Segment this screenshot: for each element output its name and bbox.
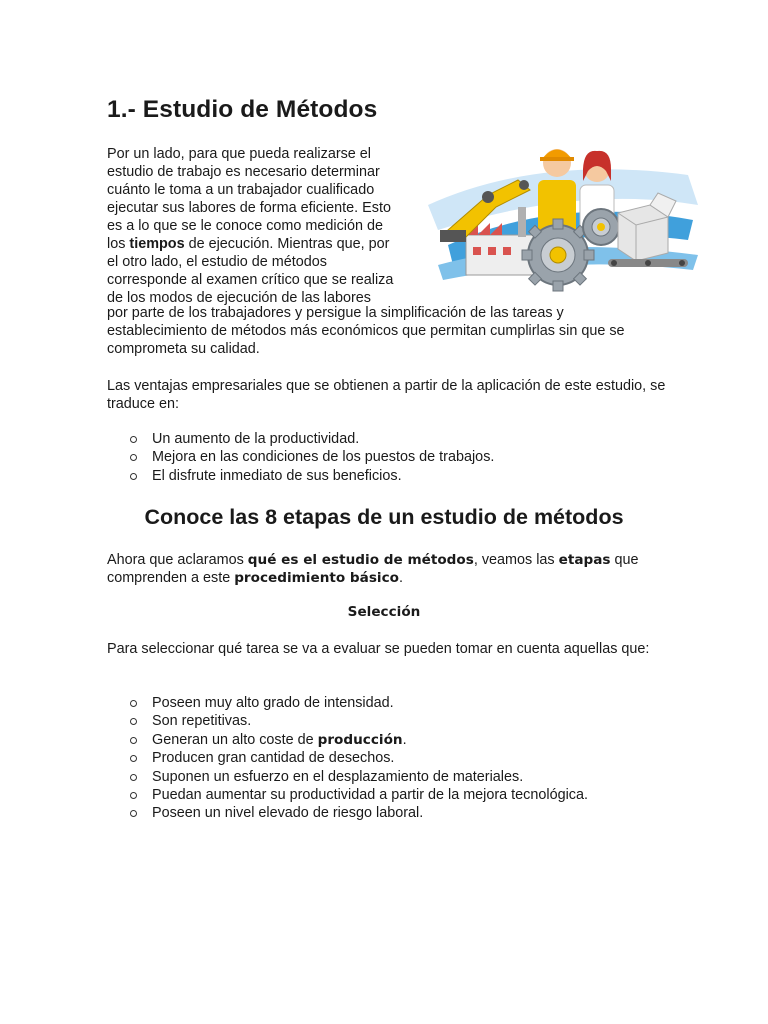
list-item xyxy=(0,430,494,448)
advantages-intro: Las ventajas empresariales que se obtienen a partir de la aplicación de este estudio, se traduce en: xyxy=(107,378,666,412)
intro-line: cuánto le toma a un trabajador cualificado xyxy=(107,182,375,198)
circle-bullet-icon xyxy=(130,737,137,744)
list-item-text: Generan un alto coste de xyxy=(152,731,318,748)
circle-bullet-icon xyxy=(130,755,137,762)
list-item-text: Poseen muy alto grado de intensidad. xyxy=(152,695,394,711)
small-gear-icon xyxy=(583,209,619,245)
circle-bullet-icon xyxy=(130,454,137,461)
intro-line: estudio de trabajo es necesario determinar xyxy=(107,164,380,180)
list-item-text: Son repetitivas. xyxy=(152,713,252,730)
section-intro xyxy=(107,551,667,587)
intro-line: los xyxy=(107,236,130,252)
list-item xyxy=(0,749,588,767)
list-item-text: Suponen un esfuerzo en el desplazamiento de materiales. xyxy=(152,768,524,785)
selection-criteria-list xyxy=(0,694,588,823)
text-run: , veamos las xyxy=(473,552,559,568)
circle-bullet-icon xyxy=(130,436,137,443)
list-item xyxy=(0,786,588,804)
text-run: . xyxy=(399,570,403,586)
circle-bullet-icon xyxy=(130,473,137,480)
intro-line: de ejecución. Mientras que, por xyxy=(184,236,390,252)
circle-bullet-icon xyxy=(130,700,137,707)
page-title: 1.- Estudio de Métodos xyxy=(107,96,378,123)
circle-bullet-icon xyxy=(130,774,137,781)
list-item xyxy=(0,804,588,822)
text-run: que comprenden a este xyxy=(107,552,639,586)
list-item xyxy=(0,712,588,730)
selection-intro: Para seleccionar qué tarea se va a evaluar se pueden tomar en cuenta aquellas que: xyxy=(107,641,650,657)
list-item-text: Un aumento de la productividad. xyxy=(152,431,360,447)
section-title: Conoce las 8 etapas de un estudio de métodos xyxy=(144,505,624,529)
industry-workers-illustration xyxy=(418,135,700,305)
intro-paragraph xyxy=(107,145,393,307)
list-item xyxy=(0,694,588,712)
intro-line: Por un lado, para que pueda realizarse el xyxy=(107,146,372,162)
intro-line: de los modos de ejecución de las labores xyxy=(107,290,371,306)
bold-term: qué es el estudio de métodos xyxy=(247,552,474,568)
intro-line: ejecutar sus labores de forma eficiente. Esto xyxy=(107,200,391,216)
intro-continuation: por parte de los trabajadores y persigue la simplificación de las tareas y establecimiento de métodos más económicos que permitan cumplirlas sin que se comprometa su calidad. xyxy=(107,305,625,357)
intro-line: el otro lado, el estudio de métodos xyxy=(107,254,327,270)
list-item-text: . xyxy=(402,731,407,748)
list-item-text: Mejora en las condiciones de los puestos de trabajos. xyxy=(152,449,495,466)
list-item xyxy=(0,731,588,749)
list-item xyxy=(0,448,494,466)
conveyor-icon xyxy=(608,259,688,267)
bold-term: producción xyxy=(317,731,403,748)
circle-bullet-icon xyxy=(130,810,137,817)
list-item xyxy=(0,467,494,485)
list-item-text: Producen gran cantidad de desechos. xyxy=(152,750,395,767)
list-item-text: Puedan aumentar su productividad a partir de la mejora tecnológica. xyxy=(152,787,588,804)
list-item xyxy=(0,768,588,786)
subheading-seleccion: Selección xyxy=(347,604,421,620)
intro-line: corresponde al examen crítico que se realiza xyxy=(107,272,394,288)
intro-line: es a lo que se le conoce como medición de xyxy=(107,218,383,234)
text-run: Ahora que aclaramos xyxy=(107,552,248,568)
list-item-text: Poseen un nivel elevado de riesgo laboral. xyxy=(152,805,424,822)
bold-term: procedimiento básico xyxy=(234,570,399,586)
circle-bullet-icon xyxy=(130,792,137,799)
bold-term: etapas xyxy=(558,552,611,568)
bold-term: tiempos xyxy=(129,236,185,252)
list-item-text: El disfrute inmediato de sus beneficios. xyxy=(152,467,402,484)
box-icon xyxy=(618,193,676,261)
advantages-list xyxy=(0,430,494,485)
circle-bullet-icon xyxy=(130,718,137,725)
